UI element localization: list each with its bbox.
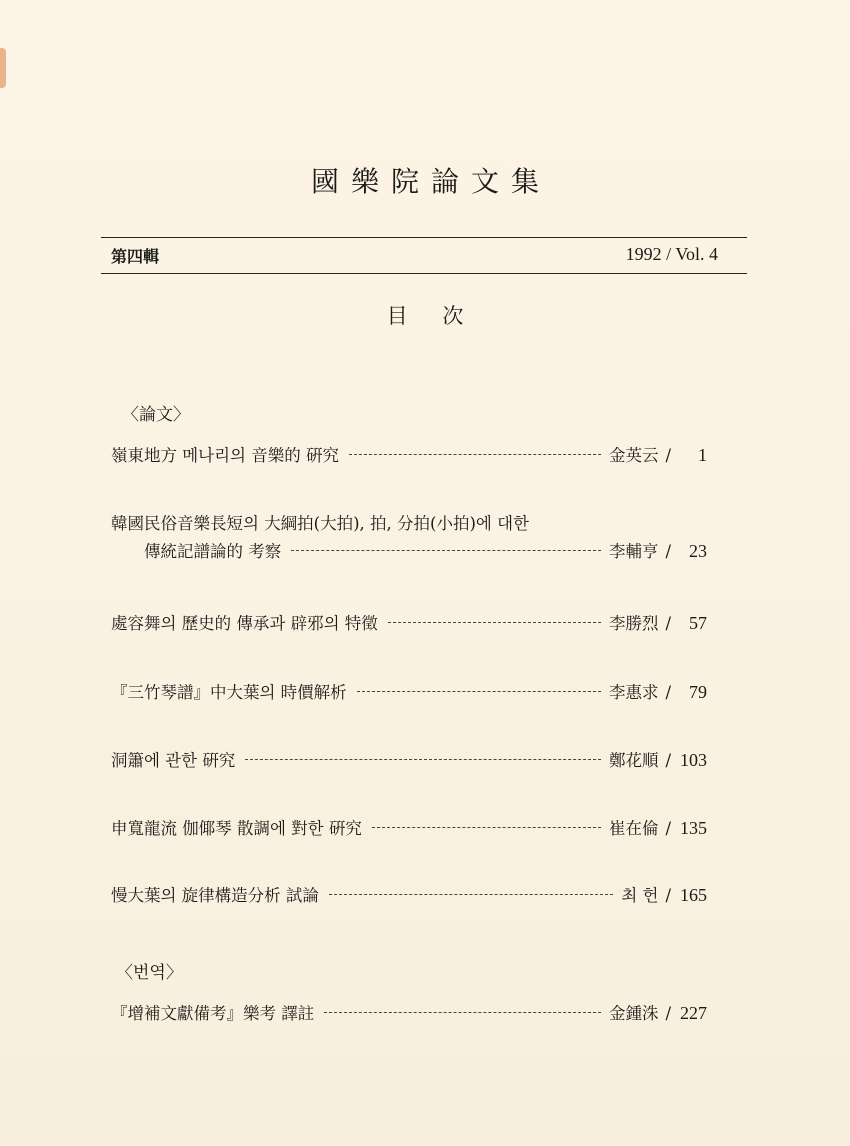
entry-title: 慢大葉의 旋律構造分析 試論 bbox=[111, 886, 319, 905]
entry-separator: / bbox=[665, 614, 671, 633]
issue-number: 第四輯 bbox=[111, 247, 160, 266]
volume-row bbox=[111, 244, 718, 268]
entry-separator: / bbox=[665, 683, 671, 702]
page-edge-mark bbox=[0, 48, 6, 88]
entry-page: 227 bbox=[680, 1003, 707, 1023]
entry-page: 57 bbox=[689, 613, 707, 633]
entry-separator: / bbox=[665, 751, 671, 770]
entry-page: 1 bbox=[698, 445, 707, 465]
dot-leader bbox=[245, 759, 601, 760]
entry-separator: / bbox=[665, 886, 671, 905]
entry-title: 洞簫에 관한 硏究 bbox=[111, 751, 236, 770]
toc-entry[interactable] bbox=[111, 815, 707, 843]
entry-title: 『增補文獻備考』樂考 譯註 bbox=[111, 1004, 315, 1023]
section-label-papers: 〈論文〉 bbox=[122, 405, 190, 425]
bottom-rule bbox=[101, 273, 747, 274]
entry-author: 鄭花順 bbox=[608, 751, 659, 770]
top-rule bbox=[101, 237, 747, 238]
toc-entry[interactable] bbox=[111, 442, 707, 470]
entry-author: 최 헌 bbox=[621, 886, 659, 905]
entry-author: 李輔亨 bbox=[608, 542, 659, 561]
entry-title: 『三竹琴譜』中大葉의 時價解析 bbox=[111, 683, 347, 702]
entry-author: 金英云 bbox=[608, 446, 659, 465]
dot-leader bbox=[372, 827, 601, 828]
dot-leader bbox=[329, 894, 613, 895]
toc-entry[interactable] bbox=[111, 610, 707, 638]
toc-entry[interactable] bbox=[111, 882, 707, 910]
section-label-translation: 〈번역〉 bbox=[116, 963, 183, 983]
entry-page: 135 bbox=[680, 818, 707, 838]
toc-entry[interactable] bbox=[111, 679, 707, 707]
entry-title: 嶺東地方 메나리의 音樂的 硏究 bbox=[111, 446, 339, 465]
entry-author: 李惠求 bbox=[608, 683, 659, 702]
entry-title: 韓國民俗音樂長短의 大綱拍(大拍), 拍, 分拍(小拍)에 대한 bbox=[111, 514, 529, 533]
dot-leader bbox=[357, 691, 601, 692]
entry-separator: / bbox=[665, 1004, 671, 1023]
entry-title-continued: 傳統記譜論的 考察 bbox=[144, 542, 282, 561]
toc-heading: 目 次 bbox=[386, 304, 478, 328]
entry-title: 處容舞의 歷史的 傳承과 辟邪의 特徵 bbox=[111, 614, 378, 633]
entry-page: 103 bbox=[680, 750, 707, 770]
entry-author: 李勝烈 bbox=[608, 614, 659, 633]
entry-author: 崔在倫 bbox=[608, 819, 659, 838]
entry-separator: / bbox=[665, 542, 671, 561]
year-volume: 1992 / Vol. 4 bbox=[625, 244, 718, 264]
entry-separator: / bbox=[665, 446, 671, 465]
journal-title: 國樂院論文集 bbox=[310, 165, 551, 198]
entry-separator: / bbox=[665, 819, 671, 838]
entry-title: 申寬龍流 伽倻琴 散調에 對한 硏究 bbox=[111, 819, 362, 838]
entry-page: 79 bbox=[689, 682, 707, 702]
dot-leader bbox=[291, 550, 601, 551]
dot-leader bbox=[388, 622, 601, 623]
entry-page: 23 bbox=[689, 541, 707, 561]
toc-entry[interactable] bbox=[111, 510, 707, 566]
dot-leader bbox=[349, 454, 601, 455]
entry-author: 金鍾洙 bbox=[608, 1004, 659, 1023]
entry-page: 165 bbox=[680, 885, 707, 905]
dot-leader bbox=[324, 1012, 601, 1013]
toc-entry[interactable] bbox=[111, 747, 707, 775]
toc-entry[interactable] bbox=[111, 1000, 707, 1028]
